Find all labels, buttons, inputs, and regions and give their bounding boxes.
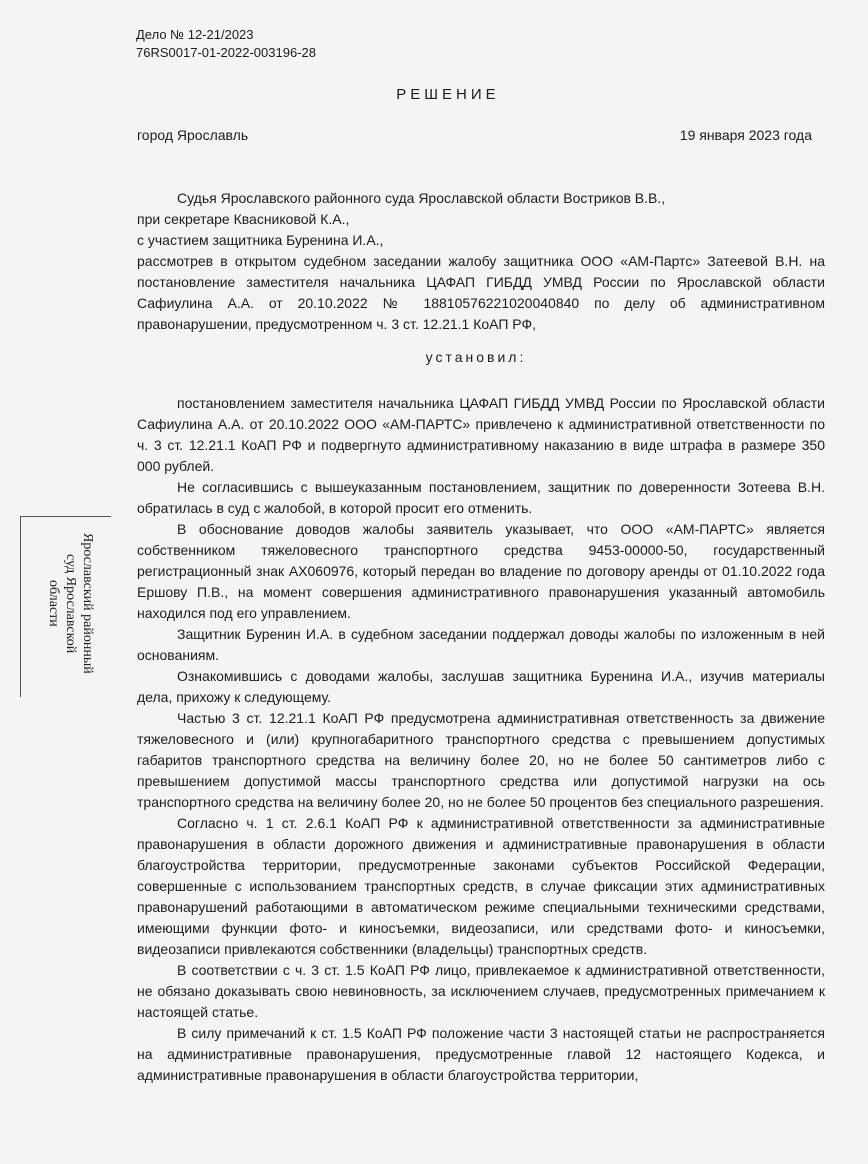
case-number: Дело № 12-21/2023 <box>136 27 254 42</box>
stamp-line: области <box>46 579 61 627</box>
stamp-line: Ярославский районный <box>80 533 95 674</box>
body-paragraph: Не согласившись с вышеуказанным постановлением, защитник по доверенности Зотеева В.Н. обратилась в суд с жалобой, в которой просит его отменить. <box>137 479 825 516</box>
body-paragraph: постановлением заместителя начальника ЦАФАП ГИБДД УМВД России по Ярославской области Сафиулина А.А. от 20.10.2022 ООО «АМ-ПАРТС» привлечено к административной ответственности по ч. 3 ст. 12.21.1 КоАП РФ и подвергнуто административному наказанию в виде штрафа в размере 350 000 рублей. <box>137 395 825 474</box>
document-title: РЕШЕНИЕ <box>396 86 500 103</box>
body-paragraph: Защитник Буренин И.А. в судебном заседании поддержал доводы жалобы по изложенным в ней основаниям. <box>137 626 825 663</box>
stamp-line: суд Ярославской <box>63 553 78 653</box>
body-paragraph: Частью 3 ст. 12.21.1 КоАП РФ предусмотрена административная ответственность за движение тяжеловесного и (или) крупногабаритного транспортного средства с превышением допустимых габаритов транспортного средства на величину более 20, но не более 50 сантиметров либо с превышением допустимой массы транспортного средства или допустимой нагрузки на ось транспортного средства на величину более 20, но не более 50 процентов без специального разрешения. <box>137 710 825 810</box>
decision-date: 19 января 2023 года <box>679 127 812 143</box>
intro-paragraph: с участием защитника Буренина И.А., <box>137 232 384 248</box>
intro-paragraph: Судья Ярославского районного суда Ярославской области Востриков В.В., <box>177 190 666 206</box>
body-section <box>137 393 825 1086</box>
case-header <box>136 26 316 62</box>
city: город Ярославль <box>137 127 249 143</box>
stamp-text <box>45 533 96 674</box>
body-paragraph: В силу примечаний к ст. 1.5 КоАП РФ положение части 3 настоящей статьи не распространяется на административные правонарушения, предусмотренные главой 12 настоящего Кодекса, и административные правонарушения в области благоустройства территории, <box>137 1025 825 1083</box>
intro-paragraph: при секретаре Квасниковой К.А., <box>137 211 350 227</box>
section-heading: установил: <box>425 349 527 365</box>
intro-paragraph: рассмотрев в открытом судебном заседании жалобу защитника ООО «АМ-Партс» Затеевой В.Н. на постановление заместителя начальника ЦАФАП ГИБДД УМВД России по Ярославской области Сафиулина А.А. от 20.10.2022 № 18810576221020040840 по делу об административном правонарушении, предусмотренном ч. 3 ст. 12.21.1 КоАП РФ, <box>137 253 825 332</box>
intro-section <box>137 188 825 335</box>
body-paragraph: Ознакомившись с доводами жалобы, заслушав защитника Буренина И.А., изучив материалы дела, прихожу к следующему. <box>137 668 825 705</box>
body-paragraph: В соответствии с ч. 3 ст. 1.5 КоАП РФ лицо, привлекаемое к административной ответственности, не обязано доказывать свою невиновность, за исключением случаев, предусмотренных примечанием к настоящей статье. <box>137 962 825 1020</box>
body-paragraph: Согласно ч. 1 ст. 2.6.1 КоАП РФ к административной ответственности за административные правонарушения в области дорожного движения и административные правонарушения в области благоустройства территории, предусмотренные законами субъектов Российской Федерации, совершенные с использованием транспортных средств, в случае фиксации этих административных правонарушений работающими в автоматическом режиме специальными техническими средствами, имеющими функции фото- и киносъемки, видеозаписи, или средствами фото- и киносъемки, видеозаписи привлекаются собственники (владельцы) транспортных средств. <box>137 815 825 957</box>
court-stamp <box>20 516 111 697</box>
case-id: 76RS0017-01-2022-003196-28 <box>136 45 316 60</box>
body-paragraph: В обоснование доводов жалобы заявитель указывает, что ООО «АМ-ПАРТС» является собственником тяжеловесного транспортного средства 9453-00000-50, государственный регистрационный знак АХ060976, который передан во владение по договору аренды от 01.10.2022 года Ершову П.В., на момент совершения административного правонарушения указанный автомобиль находился под его управлением. <box>137 521 825 621</box>
